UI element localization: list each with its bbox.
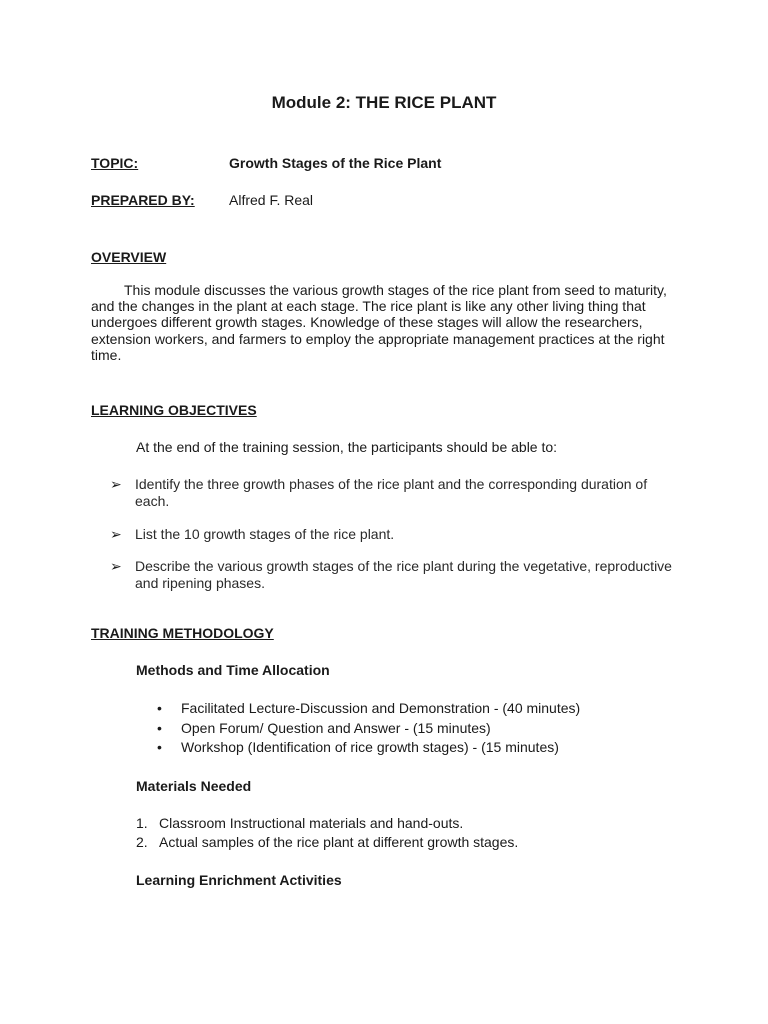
objective-item-line: each.	[135, 493, 170, 509]
bullet-dot-icon: •	[157, 720, 162, 736]
methods-heading: Methods and Time Allocation	[136, 662, 330, 678]
materials-item: Classroom Instructional materials and hand-outs.	[159, 815, 464, 831]
objective-item-line: Identify the three growth phases of the rice plant and the corresponding duration of	[135, 476, 648, 492]
method-item: Workshop (Identification of rice growth stages) - (15 minutes)	[181, 739, 559, 755]
objective-item-line: Describe the various growth stages of the rice plant during the vegetative, reproductive	[135, 558, 672, 574]
method-item: Open Forum/ Question and Answer - (15 minutes)	[181, 720, 491, 736]
topic-label: TOPIC:	[91, 155, 139, 171]
objective-item-line: List the 10 growth stages of the rice plant.	[135, 526, 395, 542]
materials-item-number: 2.	[136, 834, 148, 850]
materials-item: Actual samples of the rice plant at different growth stages.	[159, 834, 519, 850]
arrow-bullet-icon: ➢	[110, 558, 122, 574]
topic-value: Growth Stages of the Rice Plant	[229, 155, 442, 171]
materials-item-number: 1.	[136, 815, 148, 831]
overview-line: extension workers, and farmers to employ the appropriate management practices at the right	[91, 331, 665, 347]
prepared-by-label: PREPARED BY:	[91, 192, 195, 208]
bullet-dot-icon: •	[157, 739, 162, 755]
objective-item-line: and ripening phases.	[135, 575, 265, 591]
arrow-bullet-icon: ➢	[110, 476, 122, 492]
module-title: Module 2: THE RICE PLANT	[271, 93, 497, 112]
bullet-dot-icon: •	[157, 700, 162, 716]
materials-heading: Materials Needed	[136, 778, 252, 794]
overview-line: and the changes in the plant at each stage. The rice plant is like any other living thing that	[91, 298, 646, 314]
arrow-bullet-icon: ➢	[110, 526, 122, 542]
enrichment-heading: Learning Enrichment Activities	[136, 872, 342, 888]
learning-objectives-heading: LEARNING OBJECTIVES	[91, 402, 257, 418]
overview-line: undergoes different growth stages. Knowledge of these stages will allow the researchers,	[91, 314, 643, 330]
prepared-by-value: Alfred F. Real	[229, 192, 314, 208]
training-methodology-heading: TRAINING METHODOLOGY	[91, 625, 274, 641]
overview-line: time.	[91, 347, 122, 363]
overview-heading: OVERVIEW	[91, 249, 167, 265]
learning-objectives-intro: At the end of the training session, the participants should be able to:	[136, 439, 558, 455]
method-item: Facilitated Lecture-Discussion and Demonstration - (40 minutes)	[181, 700, 581, 716]
overview-line: This module discusses the various growth stages of the rice plant from seed to maturity,	[124, 282, 667, 298]
